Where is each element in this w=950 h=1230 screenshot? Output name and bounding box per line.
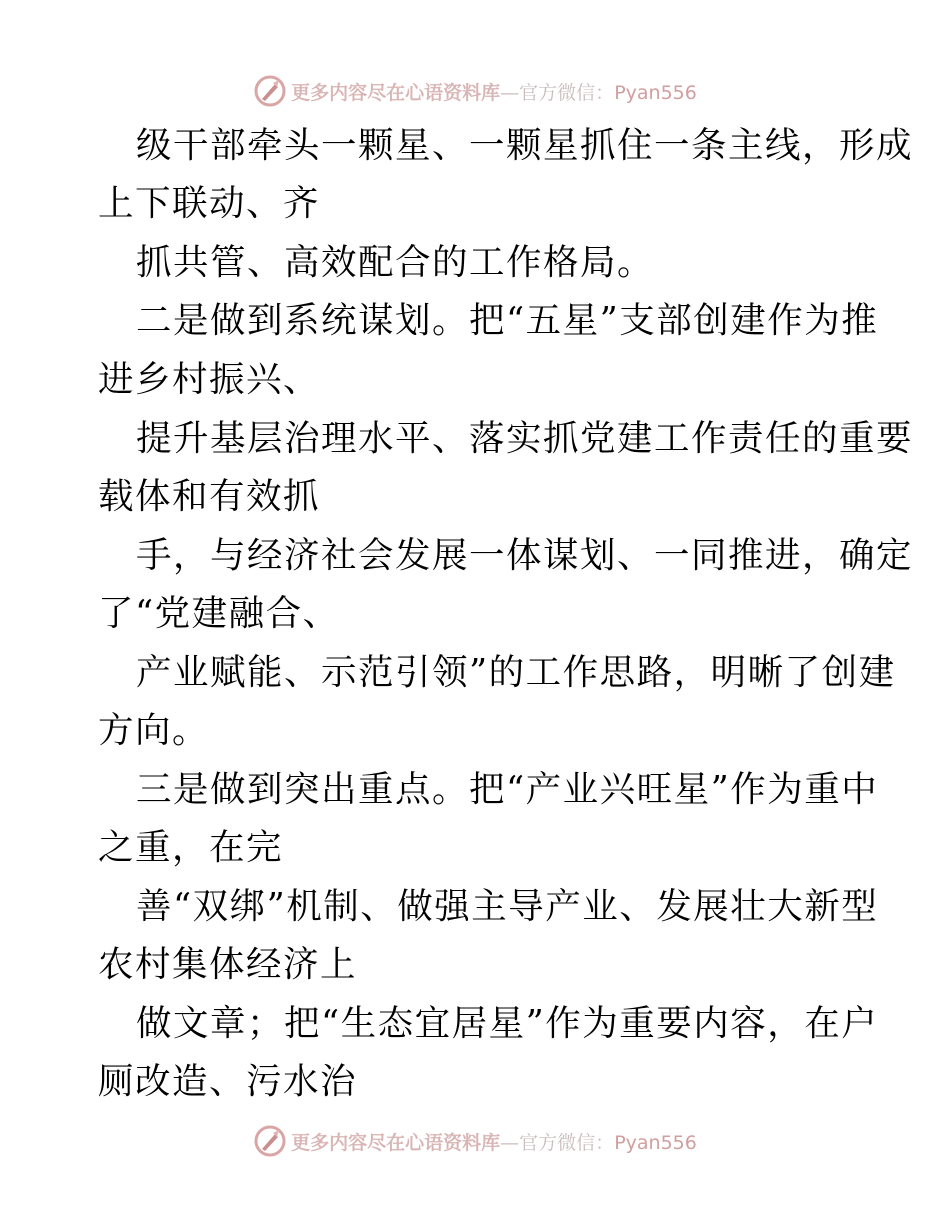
body-line: 了“党建融合、 [98,593,340,634]
watermark-text [291,1128,697,1155]
footer-watermark [0,1121,950,1161]
watermark-label: 官方微信： [519,1131,615,1154]
body-line: 进乡村振兴、 [98,359,321,400]
body-line: 农村集体经济上 [98,944,358,985]
body-line: 级干部牵头一颗星、一颗星抓住一条主线，形成 [136,125,914,166]
body-line: 之重，在完 [98,827,284,868]
watermark-brand: 更多内容尽在心语资料库 [291,81,501,104]
watermark-brand: 更多内容尽在心语资料库 [291,1131,501,1154]
body-line: 厕改造、污水治 [98,1061,358,1102]
watermark-account: Pyan556 [614,81,697,104]
watermark-separator: — [500,81,520,104]
watermark-separator: — [500,1131,520,1154]
body-line: 提升基层治理水平、落实抓党建工作责任的重要 [136,418,914,459]
body-line: 方向。 [98,710,210,751]
header-watermark [0,71,950,111]
watermark-account: Pyan556 [614,1131,697,1154]
watermark-text [291,78,697,105]
pen-circle-logo-icon [253,74,287,108]
body-line: 载体和有效抓 [98,476,321,517]
pen-circle-logo-icon [253,1124,287,1158]
body-line: 上下联动、齐 [98,183,321,224]
body-line: 做文章；把“生态宜居星”作为重要内容，在户 [136,1003,879,1044]
watermark-label: 官方微信： [519,81,615,104]
body-line: 抓共管、高效配合的工作格局。 [136,242,655,283]
body-line: 善“双绑”机制、做强主导产业、发展壮大新型 [136,886,879,927]
body-line: 二是做到系统谋划。把“五星”支部创建作为推 [136,300,879,341]
body-line: 三是做到突出重点。把“产业兴旺星”作为重中 [136,769,879,810]
body-line: 手，与经济社会发展一体谋划、一同推进，确定 [136,535,914,576]
body-line: 产业赋能、示范引领”的工作思路，明晰了创建 [136,652,896,693]
